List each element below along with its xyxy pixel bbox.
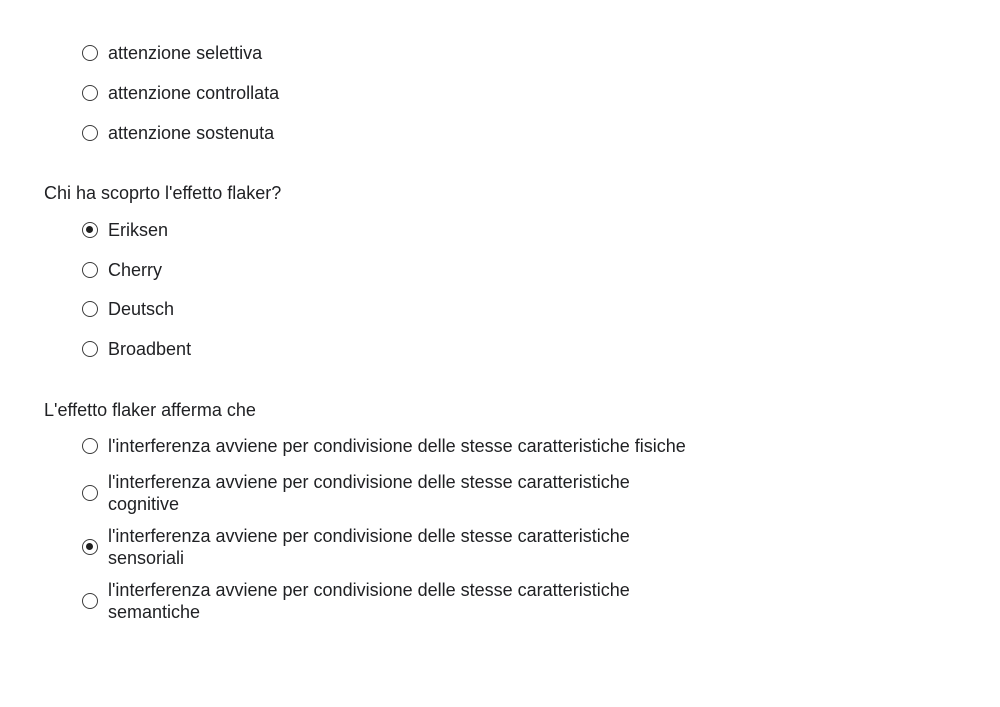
question-text: Chi ha scoprto l'effetto flaker? xyxy=(44,183,282,203)
option-attenzione-controllata[interactable] xyxy=(82,82,279,104)
option-cherry[interactable] xyxy=(82,259,162,281)
option-sensoriali[interactable] xyxy=(82,525,688,569)
radio-button[interactable] xyxy=(82,438,98,454)
option-label: attenzione selettiva xyxy=(108,43,263,63)
radio-button[interactable] xyxy=(82,301,98,317)
option-label: Cherry xyxy=(108,260,163,280)
option-deutsch[interactable] xyxy=(82,298,174,320)
option-attenzione-selettiva[interactable] xyxy=(82,42,262,64)
radio-button[interactable] xyxy=(82,341,98,357)
option-label: attenzione controllata xyxy=(108,83,280,103)
option-label: attenzione sostenuta xyxy=(108,123,275,143)
option-label: l'interferenza avviene per condivisione delle stesse caratteristiche cognitive xyxy=(108,472,630,514)
radio-button[interactable] xyxy=(82,593,98,609)
radio-button[interactable] xyxy=(82,539,98,555)
option-label: l'interferenza avviene per condivisione delle stesse caratteristiche semantiche xyxy=(108,580,630,622)
option-attenzione-sostenuta[interactable] xyxy=(82,122,274,144)
radio-button[interactable] xyxy=(82,45,98,61)
radio-button[interactable] xyxy=(82,85,98,101)
option-broadbent[interactable] xyxy=(82,338,191,360)
option-fisiche[interactable] xyxy=(82,435,686,457)
option-label: l'interferenza avviene per condivisione delle stesse caratteristiche fisiche xyxy=(108,436,686,456)
radio-button[interactable] xyxy=(82,262,98,278)
option-label: l'interferenza avviene per condivisione delle stesse caratteristiche sensoriali xyxy=(108,526,630,568)
option-semantiche[interactable] xyxy=(82,579,688,623)
question-text: L'effetto flaker afferma che xyxy=(44,400,256,420)
radio-button[interactable] xyxy=(82,222,98,238)
option-label: Broadbent xyxy=(108,339,192,359)
radio-button[interactable] xyxy=(82,125,98,141)
option-label: Eriksen xyxy=(108,220,169,240)
radio-button[interactable] xyxy=(82,485,98,501)
option-label: Deutsch xyxy=(108,299,175,319)
option-eriksen[interactable] xyxy=(82,219,168,241)
option-cognitive[interactable] xyxy=(82,471,688,515)
